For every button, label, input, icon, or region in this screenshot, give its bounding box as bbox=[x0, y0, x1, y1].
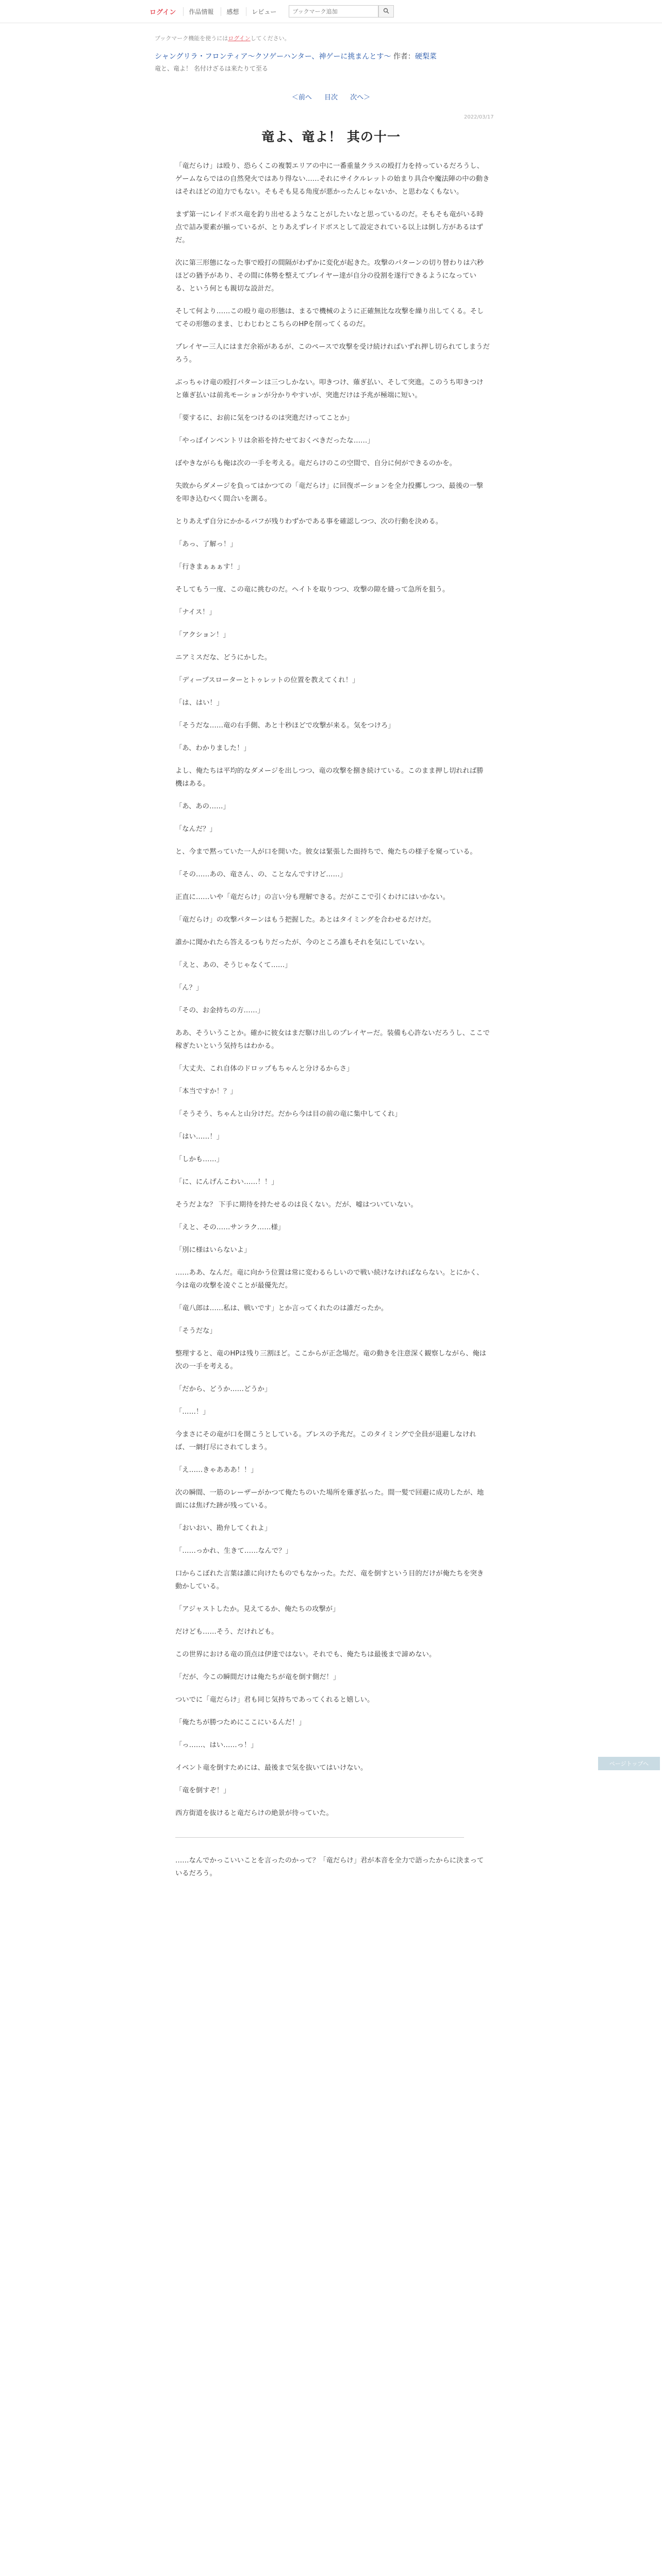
body-paragraph: 「やっぱインベントリは余裕を持たせておくべきだったな……」 bbox=[175, 437, 374, 445]
page-top-button[interactable]: ページトップへ bbox=[598, 1757, 660, 1770]
body-paragraph: 「その、お金持ちの方……」 bbox=[175, 1007, 264, 1014]
nav-link-review[interactable]: レビュー bbox=[246, 7, 282, 16]
body-paragraph: 「だが、今この瞬間だけは俺たちが竜を倒す側だ！」 bbox=[175, 1673, 340, 1681]
bookmark-input[interactable] bbox=[289, 5, 378, 18]
body-paragraph: 「おいおい、勘弁してくれよ」 bbox=[175, 1524, 272, 1532]
body-paragraph: 「なんだ？」 bbox=[175, 825, 217, 833]
body-paragraph: 「あ、あの……」 bbox=[175, 803, 230, 810]
body-paragraph: 「あ、わかりました！」 bbox=[175, 744, 251, 752]
nav-link-info[interactable]: 作品情報 bbox=[183, 7, 219, 16]
toc-link[interactable]: 目次 bbox=[324, 94, 338, 101]
body-paragraph: 「えと、その……サンラク……様」 bbox=[175, 1224, 285, 1231]
body-paragraph: 「そうだな」 bbox=[175, 1327, 217, 1335]
body-paragraph: 「そうだな……竜の右手側、あと十秒ほどで攻撃が来る。気をつけろ」 bbox=[175, 722, 395, 730]
body-paragraph: 誰かに聞かれたら答えるつもりだったが、今のところ誰もそれを気にしていない。 bbox=[175, 939, 429, 946]
body-paragraph: プレイヤー三人にはまだ余裕があるが、このペースで攻撃を受け続ければいずれ押し切られてしまうだろう。 bbox=[175, 343, 490, 364]
body-paragraph: よし、俺たちは平均的なダメージを出しつつ、竜の攻撃を捌き続けている。このまま押し切れれば勝機はある。 bbox=[175, 767, 484, 788]
body-paragraph: 「竜を倒すぞ！」 bbox=[175, 1787, 230, 1794]
body-paragraph: 正直に……いや「竜だらけ」の言い分も理解できる。だがここで引くわけにはいかない。 bbox=[175, 893, 450, 901]
top-nav-inner bbox=[144, 0, 394, 23]
body-paragraph: 「別に様はいらないよ」 bbox=[175, 1246, 251, 1254]
publish-date: 2022/03/17 bbox=[464, 114, 494, 120]
body-paragraph: 西方街道を抜けると竜だらけの絶景が待っていた。 bbox=[175, 1809, 333, 1817]
body-paragraph: 「……っかれ、生きて……なんで？」 bbox=[175, 1547, 292, 1555]
chapter-title: 竜よ、竜よ！ 其の十一 bbox=[261, 129, 401, 144]
notice-post: してください。 bbox=[250, 35, 290, 42]
afterword-divider bbox=[175, 1837, 464, 1838]
body-paragraph: この世界における竜の頂点は伊達ではない。それでも、俺たちは最後まで諦めない。 bbox=[175, 1651, 436, 1658]
body-paragraph: と、今まで黙っていた一人が口を開いた。彼女は緊張した面持ちで、俺たちの様子を窺っている。 bbox=[175, 848, 477, 856]
body-paragraph: ぼやきながらも俺は次の一手を考える。竜だらけのこの空間で、自分に何ができるのかを。 bbox=[175, 460, 456, 467]
body-paragraph: 「そうそう、ちゃんと山分けだ。だから今は目の前の竜に集中してくれ」 bbox=[175, 1110, 402, 1118]
body-paragraph: 次に第三形態になった事で殴打の間隔がわずかに変化が起きた。攻撃のパターンの切り替わりは六秒ほどの猶予があり、その間に体勢を整えてプレイヤー達が自分の役割を遂行できるようになっている、という何とも親切な設計だ。 bbox=[175, 259, 484, 293]
body-paragraph: 「大丈夫、これ自体のドロップもちゃんと分けるからさ」 bbox=[175, 1065, 354, 1073]
body-paragraph: 整理すると、竜のHPは残り三割ほど。ここからが正念場だ。竜の動きを注意深く観察しながら、俺は次の一手を考える。 bbox=[175, 1350, 487, 1370]
novel-body bbox=[175, 160, 490, 1890]
body-paragraph: 「ん？」 bbox=[175, 984, 203, 992]
chapter-group-title: 竜と、竜よ！ 名付けざるは来たりて至る bbox=[155, 65, 268, 72]
body-paragraph: ついでに「竜だらけ」君も同じ気持ちであってくれると嬉しい。 bbox=[175, 1696, 374, 1704]
body-paragraph: 「しかも……」 bbox=[175, 1156, 224, 1163]
body-paragraph: 「えと、あの、そうじゃなくて……」 bbox=[175, 961, 292, 969]
work-title[interactable]: シャングリラ・フロンティア〜クソゲーハンター、神ゲーに挑まんとす〜 bbox=[155, 53, 391, 61]
body-paragraph: 次の瞬間、一筋のレーザーがかつて俺たちのいた場所を薙ぎ払った。間一髪で回避に成功したが、地面には焦げた跡が残っている。 bbox=[175, 1489, 484, 1510]
author-label: 作者： bbox=[393, 53, 415, 61]
notice-login-link[interactable]: ログイン bbox=[228, 35, 251, 42]
next-link[interactable]: 次へ＞ bbox=[350, 94, 371, 101]
afterword: ……なんでかっこいいことを言ったのかって？「竜だらけ」君が本音を全力で語ったからに決まっているだろう。 bbox=[175, 1857, 484, 1877]
body-paragraph: 口からこぼれた言葉は誰に向けたものでもなかった。ただ、竜を倒すという目的だけが俺たちを突き動かしている。 bbox=[175, 1570, 484, 1590]
top-nav-bar bbox=[0, 0, 662, 23]
body-paragraph: 「だから、どうか……どうか」 bbox=[175, 1385, 272, 1393]
body-paragraph: 「あっ、了解っ！」 bbox=[175, 540, 237, 548]
login-link[interactable]: ログイン bbox=[150, 8, 176, 16]
body-paragraph: 「アクション！」 bbox=[175, 631, 230, 639]
body-paragraph: 「……！」 bbox=[175, 1408, 210, 1416]
body-paragraph: そうだよな？ 下手に期待を持たせるのは良くない。だが、嘘はついていない。 bbox=[175, 1201, 418, 1209]
body-paragraph: ぶっちゃけ竜の殴打パターンは三つしかない。叩きつけ、薙ぎ払い、そして突進。このうち叩きつけと薙ぎ払いは前兆モーションが分かりやすいが、突進だけは予兆が極端に短い。 bbox=[175, 379, 484, 399]
body-paragraph: 「要するに、お前に気をつけるのは突進だけってことか」 bbox=[175, 414, 354, 422]
body-paragraph: そして何より……この殴り竜の形態は、まるで機械のように正確無比な攻撃を繰り出してくる。そしてその形態のまま、じわじわとこちらのHPを削ってくるのだ。 bbox=[175, 308, 484, 328]
body-paragraph: 「ディープスローターとトゥレットの位置を教えてくれ！」 bbox=[175, 676, 359, 684]
bookmark-login-notice bbox=[155, 34, 290, 42]
nav-link-impressions[interactable]: 感想 bbox=[221, 7, 244, 16]
body-paragraph: 「に、にんげんこわい……！！」 bbox=[175, 1178, 278, 1186]
notice-pre: ブックマーク機能を使うには bbox=[155, 35, 228, 42]
body-paragraph: 「ナイス！」 bbox=[175, 608, 216, 616]
author-name[interactable]: 硬梨菜 bbox=[415, 53, 437, 61]
work-info bbox=[155, 52, 516, 62]
body-paragraph: 「竜だらけ」の攻撃パターンはもう把握した。あとはタイミングを合わせるだけだ。 bbox=[175, 916, 436, 924]
body-paragraph: そしてもう一度、この竜に挑むのだ。ヘイトを取りつつ、攻撃の隙を縫って急所を狙う。 bbox=[175, 586, 450, 594]
body-paragraph: とりあえず自分にかかるバフが残りわずかである事を確認しつつ、次の行動を決める。 bbox=[175, 518, 443, 526]
body-paragraph: まず第一にレイドボス竜を釣り出せるようなことがしたいなと思っているのだ。そもそも竜がいる時点で詰み要素が揃っているが、とりあえずレイドボスとして設定されている以上は倒し方があるはずだ。 bbox=[175, 211, 484, 244]
bookmark-search bbox=[289, 5, 394, 18]
body-paragraph: 「は、はい！」 bbox=[175, 699, 224, 707]
body-paragraph: イベント竜を倒すためには、最後まで気を抜いてはいけない。 bbox=[175, 1764, 368, 1772]
prev-link[interactable]: ＜前へ bbox=[291, 94, 312, 101]
body-paragraph: 「その……あの、竜さん、の、ことなんですけど……」 bbox=[175, 871, 347, 878]
body-paragraph: だけども……そう、だけれども。 bbox=[175, 1628, 278, 1636]
body-paragraph: 「竜八郎は……私は、戦いです」とか言ってくれたのは誰だったか。 bbox=[175, 1304, 388, 1312]
body-paragraph: 「アジャストしたか。見えてるか、俺たちの攻撃が」 bbox=[175, 1605, 340, 1613]
body-paragraph: 「行きまぁぁぁす！」 bbox=[175, 563, 244, 571]
body-paragraph: 失敗からダメージを負ってはかつての「竜だらけ」に回復ポーションを全力投擲しつつ、最後の一撃を叩き込むべく間合いを測る。 bbox=[175, 482, 484, 503]
search-icon[interactable] bbox=[378, 5, 394, 18]
body-paragraph: 「俺たちが勝つためにここにいるんだ！」 bbox=[175, 1719, 306, 1726]
body-paragraph: 「はい……！」 bbox=[175, 1133, 224, 1141]
body-paragraph: 「竜だらけ」は殴り、恐らくこの複製エリアの中に一番重量クラスの殴打力を持っているだろうし、ゲームならではの自然発火ではあり得ない……それにサイクルレットの始まり具合や魔法陣の中の動きはそれほどの迫力でもない。そもそも見る角度が悪かったんじゃないか、と思わなくもない。 bbox=[175, 162, 490, 196]
body-paragraph: ……ああ、なんだ。竜に向かう位置は常に変わるらしいので戦い続けなければならない。とにかく、今は竜の攻撃を凌ぐことが最優先だ。 bbox=[175, 1269, 484, 1290]
body-paragraph: ニアミスだな、どうにかした。 bbox=[175, 654, 272, 662]
chapter-pager bbox=[0, 92, 662, 101]
body-paragraph: 「本当ですか！？」 bbox=[175, 1088, 237, 1095]
body-paragraph: 今まさにその竜が口を開こうとしている。ブレスの予兆だ。このタイミングで全員が退避しなければ、一網打尽にされてしまう。 bbox=[175, 1431, 476, 1451]
body-paragraph: 「っ……、はい……っ！」 bbox=[175, 1741, 258, 1749]
body-paragraph: 「え……きゃあああ！！」 bbox=[175, 1466, 258, 1474]
body-paragraph: ああ、そういうことか。確かに彼女はまだ駆け出しのプレイヤーだ。装備も心許ないだろうし、ここで稼ぎたいという気持ちはわかる。 bbox=[175, 1029, 490, 1050]
